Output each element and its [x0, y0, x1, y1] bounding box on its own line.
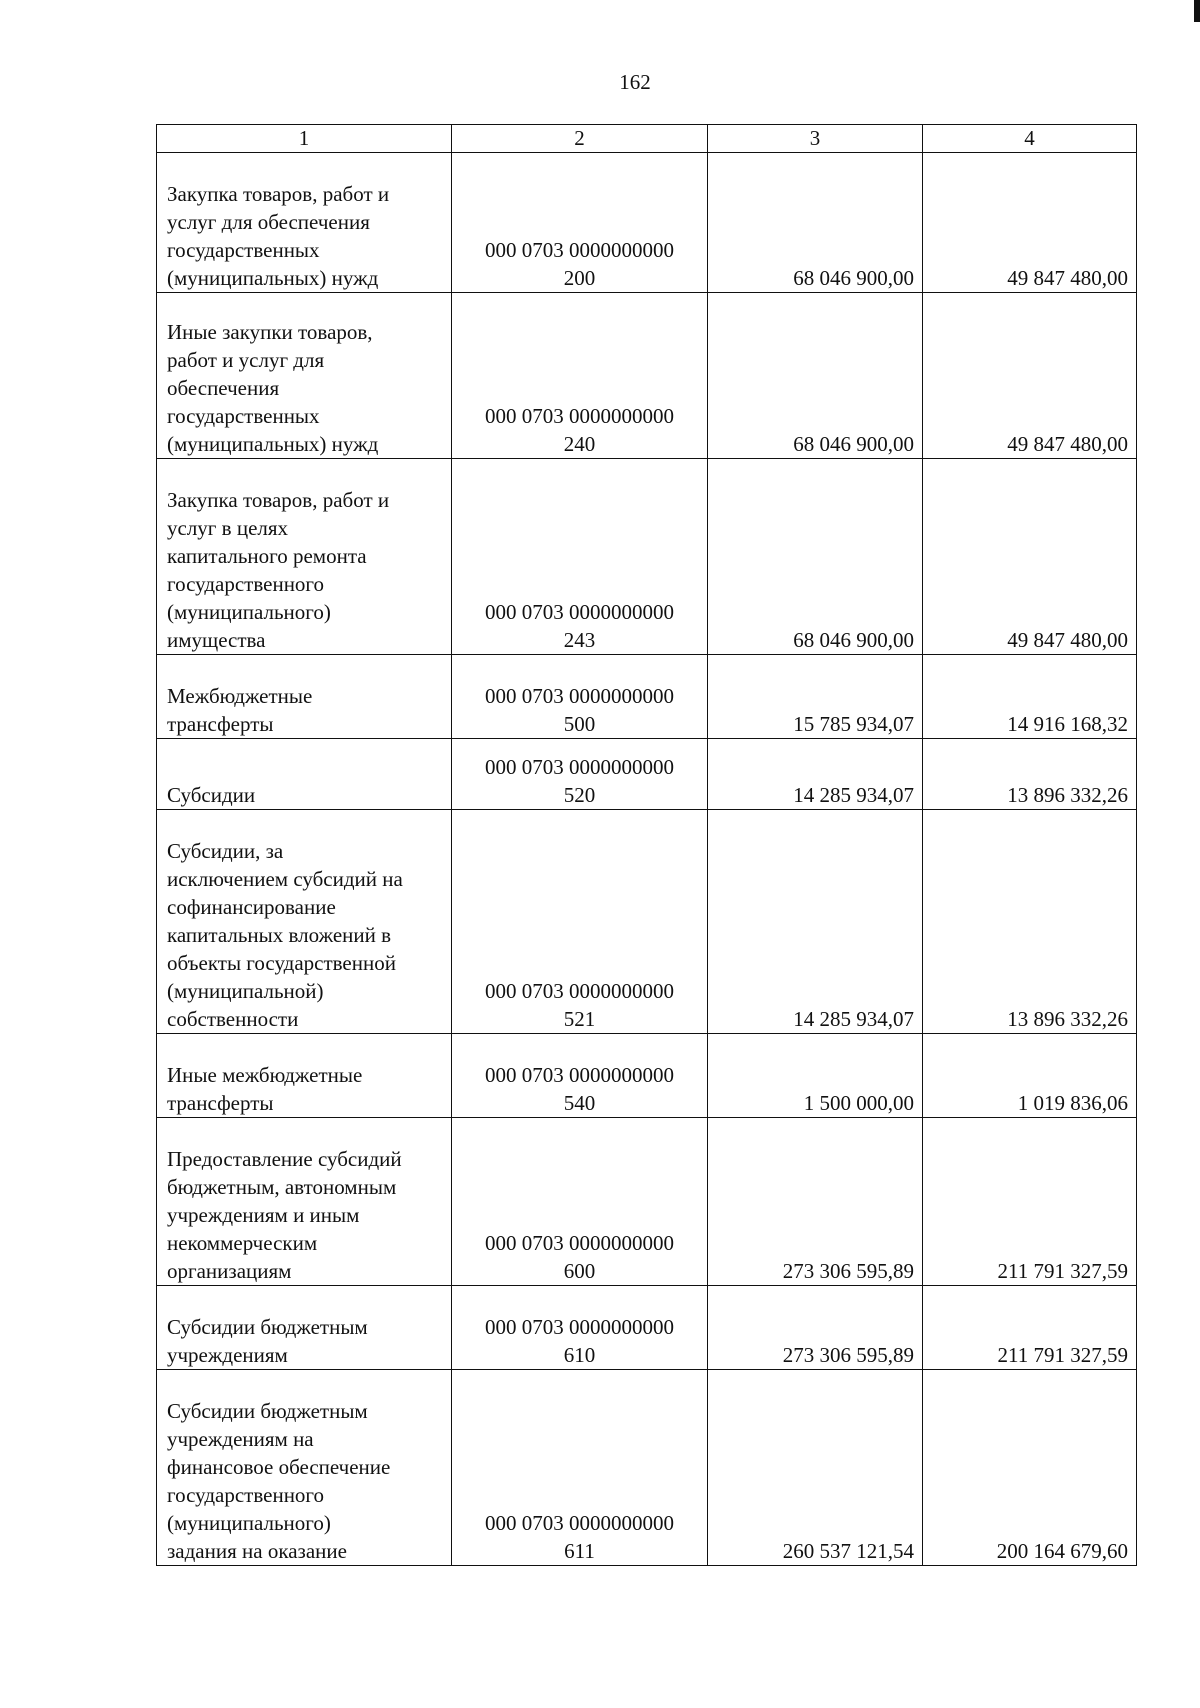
row-col3-value: 273 306 595,89	[708, 1118, 923, 1286]
header-col-3: 3	[708, 125, 923, 153]
header-col-2: 2	[452, 125, 708, 153]
row-col3-value: 260 537 121,54	[708, 1370, 923, 1566]
row-col3-value: 1 500 000,00	[708, 1034, 923, 1118]
row-description: Иные межбюджетные трансферты	[157, 1034, 452, 1118]
row-col4-value: 14 916 168,32	[923, 655, 1137, 739]
table-row	[157, 459, 1137, 655]
row-code: 000 0703 0000000000 200	[452, 153, 708, 293]
row-description: Закупка товаров, работ и услуг для обеспечения государственных (муниципальных) нужд	[157, 153, 452, 293]
row-col3-value: 68 046 900,00	[708, 459, 923, 655]
row-code: 000 0703 0000000000 500	[452, 655, 708, 739]
row-description: Субсидии	[157, 739, 452, 810]
row-code: 000 0703 0000000000 520	[452, 739, 708, 810]
table-row	[157, 655, 1137, 739]
header-col-1: 1	[157, 125, 452, 153]
row-col4-value: 49 847 480,00	[923, 293, 1137, 459]
table-row	[157, 293, 1137, 459]
row-description: Субсидии, за исключением субсидий на софинансирование капитальных вложений в объекты государственной (муниципальной) собственности	[157, 810, 452, 1034]
row-col3-value: 68 046 900,00	[708, 153, 923, 293]
row-code: 000 0703 0000000000 540	[452, 1034, 708, 1118]
row-description: Иные закупки товаров, работ и услуг для обеспечения государственных (муниципальных) нужд	[157, 293, 452, 459]
row-col4-value: 211 791 327,59	[923, 1286, 1137, 1370]
row-col3-value: 14 285 934,07	[708, 739, 923, 810]
row-col4-value: 49 847 480,00	[923, 153, 1137, 293]
row-col3-value: 15 785 934,07	[708, 655, 923, 739]
row-code: 000 0703 0000000000 521	[452, 810, 708, 1034]
table-row	[157, 810, 1137, 1034]
row-description: Межбюджетные трансферты	[157, 655, 452, 739]
budget-table	[156, 124, 1137, 1566]
row-col4-value: 1 019 836,06	[923, 1034, 1137, 1118]
row-code: 000 0703 0000000000 600	[452, 1118, 708, 1286]
row-col3-value: 68 046 900,00	[708, 293, 923, 459]
header-col-4: 4	[923, 125, 1137, 153]
row-col3-value: 14 285 934,07	[708, 810, 923, 1034]
row-code: 000 0703 0000000000 243	[452, 459, 708, 655]
table-row	[157, 1286, 1137, 1370]
table-row	[157, 153, 1137, 293]
page-number: 162	[619, 70, 651, 94]
table-row	[157, 1118, 1137, 1286]
table-row	[157, 1034, 1137, 1118]
row-col3-value: 273 306 595,89	[708, 1286, 923, 1370]
row-col4-value: 49 847 480,00	[923, 459, 1137, 655]
row-description: Предоставление субсидий бюджетным, автономным учреждениям и иным некоммерческим организациям	[157, 1118, 452, 1286]
row-description: Субсидии бюджетным учреждениям	[157, 1286, 452, 1370]
table-row	[157, 739, 1137, 810]
row-description: Субсидии бюджетным учреждениям на финансовое обеспечение государственного (муниципального) задания на оказание	[157, 1370, 452, 1566]
scan-edge-mark	[1194, 0, 1200, 22]
row-col4-value: 13 896 332,26	[923, 739, 1137, 810]
row-code: 000 0703 0000000000 240	[452, 293, 708, 459]
header-row	[157, 125, 1137, 153]
row-description: Закупка товаров, работ и услуг в целях капитального ремонта государственного (муниципального) имущества	[157, 459, 452, 655]
row-col4-value: 200 164 679,60	[923, 1370, 1137, 1566]
table-row	[157, 1370, 1137, 1566]
row-code: 000 0703 0000000000 610	[452, 1286, 708, 1370]
row-code: 000 0703 0000000000 611	[452, 1370, 708, 1566]
row-col4-value: 211 791 327,59	[923, 1118, 1137, 1286]
row-col4-value: 13 896 332,26	[923, 810, 1137, 1034]
